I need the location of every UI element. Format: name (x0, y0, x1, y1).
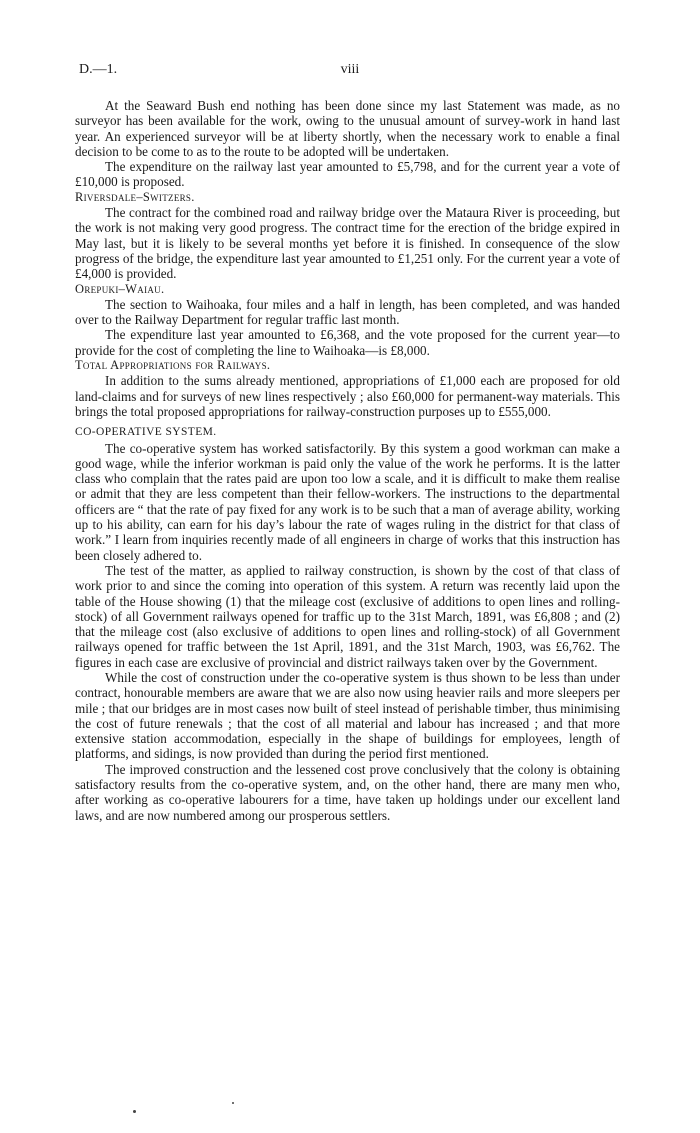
section-heading: Riversdale–Switzers. (75, 189, 195, 204)
section-heading: CO-OPERATIVE SYSTEM. (75, 426, 217, 439)
paragraph: At the Seaward Bush end nothing has been done since my last Statement was made, as no surveyor has been available for the work, owing to the unusual amount of survey-work in hand last year. An experienced surveyor will be at liberty shortly, when the necessary work to enable a final decision to be come to as to the route to be adopted will be undertaken. (75, 98, 620, 159)
print-speck (232, 1102, 234, 1104)
paragraph: The improved construction and the lessened cost prove conclusively that the colony is obtaining satisfactory results from the co-operative system, and, on the other hand, there are many men who, after working as co-operative labourers for a time, have taken up holdings under our excellent land laws, and are now numbered among our prosperous settlers. (75, 761, 620, 823)
paragraph: The test of the matter, as applied to railway construction, is shown by the cost of that class of work prior to and since the coming into operation of this system. A return was recently laid upon the table of the House showing (1) that the mileage cost (exclusive of additions to open lines and rolling-stock) of all Government railways opened for traffic up to the 31st March, 1891, was £6,808 ; and (2) that the mileage cost (also exclusive of additions to open lines and rolling-stock) of all Government railways opened for traffic between the 1st April, 1891, and the 31st March, 1903, was £6,762. The figures in each case are exclusive of provincial and district railways taken over by the Government. (75, 562, 620, 670)
paragraph: The co-operative system has worked satisfactorily. By this system a good workman can make a good wage, while the inferior workman is paid only the value of the work he performs. It is the latter class who complain that the rates paid are upon too low a scale, and it is difficult to make them realise or admit that they are less competent than their fellow-workers. The instructions to the departmental officers are “ that the rate of pay fixed for any work is to be such that a man of average ability, working up to his ability, can earn for his day’s labour the rate of wages ruling in the district for that class of work.” I learn from inquiries recently made of all engineers in charge of works that this instruction has been closely adhered to. (75, 440, 620, 563)
section-heading: Total Appropriations for Railways. (75, 358, 271, 373)
page-number: viii (340, 62, 360, 77)
paragraph: The contract for the combined road and railway bridge over the Mataura River is proceeding, but the work is not making very good progress. The contract time for the erection of the bridge expired in May last, but it is likely to be several months yet before it is finished. In consequence of the slow progress of the bridge, the expenditure last year amounted to £1,251 only. For the current year a vote of £4,000 is provided. (75, 205, 620, 282)
paragraph: The section to Waihoaka, four miles and a half in length, has been completed, and was handed over to the Railway Department for regular traffic last month. (75, 296, 620, 328)
page-header (75, 62, 625, 82)
paragraph: While the cost of construction under the co-operative system is thus shown to be less than under contract, honourable members are aware that we are also now using heavier rails and more sleepers per mile ; that our bridges are in most cases now built of steel instead of perishable timber, thus minimising the cost of future renewals ; that the cost of all material and labour has increased ; and that more extensive station accommodation, especially in the shape of buildings for employees, length of platforms, and sidings, is now provided than during the period first mentioned. (75, 669, 620, 762)
document-body (75, 98, 620, 823)
paragraph: The expenditure on the railway last year amounted to £5,798, and for the current year a vote of £10,000 is proposed. (75, 159, 620, 190)
print-speck (133, 1110, 136, 1113)
paragraph: In addition to the sums already mentioned, appropriations of £1,000 each are proposed for old land-claims and for surveys of new lines respectively ; also £60,000 for permanent-way materials. This brings the total proposed appropriations for railway-construction purposes up to £555,000. (75, 373, 620, 419)
document-reference: D.—1. (79, 62, 118, 77)
paragraph: The expenditure last year amounted to £6,368, and the vote proposed for the current year—to provide for the cost of completing the line to Waihoaka—is £8,000. (75, 327, 620, 358)
section-heading: Orepuki–Waiau. (75, 281, 165, 296)
